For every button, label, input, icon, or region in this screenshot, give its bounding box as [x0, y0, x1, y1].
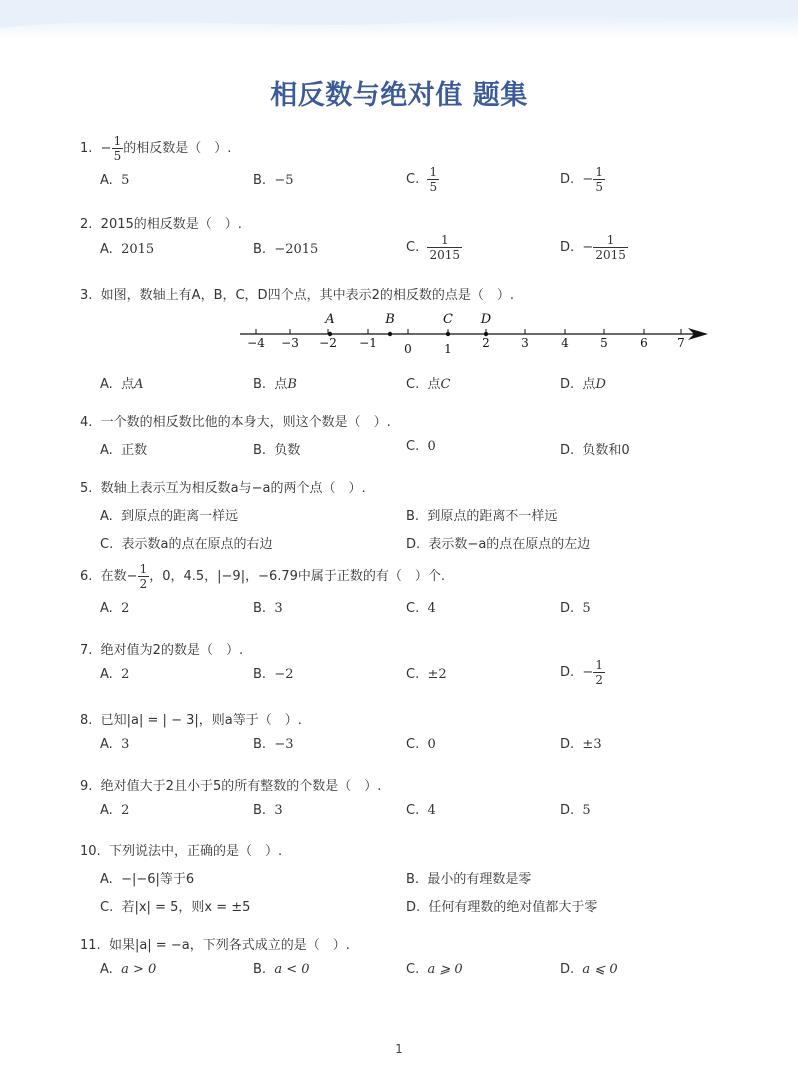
tick-label: 0 — [404, 342, 412, 356]
question-6: 6. 在数− $\frac{1}{2}$ ，0，4.5，|−9|，−6.79中属于正数的有（ ）个. — [80, 562, 446, 591]
tick-label: 3 — [521, 336, 529, 350]
tick-label: 1 — [444, 342, 452, 356]
point-label-A: A — [325, 312, 335, 327]
option-a[interactable]: A. 2015 — [100, 242, 155, 257]
question-8: 8. 已知|a| = | − 3|，则a等于（ ）. — [80, 713, 302, 728]
option-b[interactable]: B. −3 — [253, 737, 294, 752]
option-a[interactable]: A. 2 — [100, 667, 130, 682]
option-c[interactable]: C. 4 — [406, 803, 436, 818]
tick-label: 4 — [561, 336, 569, 350]
question-4: 4. 一个数的相反数比他的本身大，则这个数是（ ）. — [80, 415, 391, 430]
option-c[interactable]: C. a ⩾ 0 — [406, 962, 463, 977]
option-a[interactable]: A. 点A — [100, 377, 144, 392]
option-a[interactable]: A. 3 — [100, 737, 130, 752]
option-a[interactable]: A. 正数 — [100, 443, 148, 458]
number-line-figure — [236, 306, 714, 358]
tick-label: −4 — [247, 336, 265, 350]
question-number: 1. — [80, 141, 93, 156]
option-a[interactable]: A. 2 — [100, 601, 130, 616]
option-c[interactable]: C. $\frac{1}{2015}$ — [406, 233, 461, 262]
option-d[interactable]: D. 表示数−a的点在原点的左边 — [406, 537, 591, 552]
point-D — [484, 332, 488, 336]
option-b[interactable]: B. −2015 — [253, 242, 319, 257]
tick-label: 5 — [600, 336, 608, 350]
option-c[interactable]: C. $\frac{1}{5}$ — [406, 165, 438, 194]
option-d[interactable]: D. − $\frac{1}{2}$ — [560, 658, 603, 687]
question-11: 11. 如果|a| = −a，下列各式成立的是（ ）. — [80, 938, 350, 953]
option-c[interactable]: C. 0 — [406, 439, 436, 454]
option-d[interactable]: D. − $\frac{1}{5}$ — [560, 165, 603, 194]
option-c[interactable]: C. 点C — [406, 377, 451, 392]
header-wave-decoration — [0, 0, 798, 40]
option-c[interactable]: C. ±2 — [406, 667, 447, 682]
option-d[interactable]: D. 任何有理数的绝对值都大于零 — [406, 900, 598, 915]
point-B — [388, 332, 392, 336]
option-c[interactable]: C. 4 — [406, 601, 436, 616]
tick-label: −2 — [319, 336, 337, 350]
option-a[interactable]: A. a > 0 — [100, 962, 157, 977]
tick-label: −1 — [359, 336, 377, 350]
option-d[interactable]: D. 点D — [560, 377, 606, 392]
question-2: 2. 2015的相反数是（ ）. — [80, 217, 242, 232]
point-label-C: C — [443, 312, 453, 327]
fraction: $\frac{1}{5}$ — [113, 134, 122, 163]
tick-label: 6 — [640, 336, 648, 350]
option-a[interactable]: A. 2 — [100, 803, 130, 818]
option-c[interactable]: C. 表示数a的点在原点的右边 — [100, 537, 273, 552]
option-c[interactable]: C. 0 — [406, 737, 436, 752]
option-d[interactable]: D. 负数和0 — [560, 443, 630, 458]
tick-label: 7 — [677, 336, 685, 350]
question-7: 7. 绝对值为2的数是（ ）. — [80, 643, 244, 658]
option-b[interactable]: B. 到原点的距离不一样远 — [406, 509, 558, 524]
option-b[interactable]: B. 3 — [253, 803, 283, 818]
question-10: 10. 下列说法中，正确的是（ ）. — [80, 844, 283, 859]
fraction: $\frac{1}{2}$ — [139, 562, 148, 591]
option-b[interactable]: B. 3 — [253, 601, 283, 616]
option-b[interactable]: B. a < 0 — [253, 962, 310, 977]
option-b[interactable]: B. −5 — [253, 173, 294, 188]
option-d[interactable]: D. 5 — [560, 803, 591, 818]
question-3: 3. 如图，数轴上有A，B，C，D四个点，其中表示2的相反数的点是（ ）. — [80, 288, 514, 303]
question-9: 9. 绝对值大于2且小于5的所有整数的个数是（ ）. — [80, 779, 382, 794]
option-b[interactable]: B. 负数 — [253, 443, 301, 458]
option-b[interactable]: B. 点B — [253, 377, 297, 392]
page-title: 相反数与绝对值 题集 — [270, 80, 528, 111]
option-d[interactable]: D. a ⩽ 0 — [560, 962, 618, 977]
option-d[interactable]: D. ±3 — [560, 737, 602, 752]
option-a[interactable]: A. 5 — [100, 173, 130, 188]
point-label-D: D — [480, 312, 492, 327]
question-5: 5. 数轴上表示互为相反数a与−a的两个点（ ）. — [80, 481, 366, 496]
option-a[interactable]: A. −|−6|等于6 — [100, 872, 195, 887]
option-a[interactable]: A. 到原点的距离一样远 — [100, 509, 239, 524]
option-c[interactable]: C. 若|x| = 5，则x = ±5 — [100, 900, 251, 915]
option-b[interactable]: B. −2 — [253, 667, 294, 682]
option-d[interactable]: D. 5 — [560, 601, 591, 616]
point-C — [446, 332, 450, 336]
page-number: 1 — [395, 1042, 403, 1056]
tick-label: 2 — [482, 336, 490, 350]
tick-label: −3 — [281, 336, 299, 350]
question-1: 1. − $\frac{1}{5}$ 的相反数是（ ）. — [80, 134, 232, 163]
option-d[interactable]: D. − $\frac{1}{2015}$ — [560, 233, 626, 262]
option-b[interactable]: B. 最小的有理数是零 — [406, 872, 532, 887]
point-label-B: B — [385, 312, 395, 327]
point-A — [328, 332, 332, 336]
